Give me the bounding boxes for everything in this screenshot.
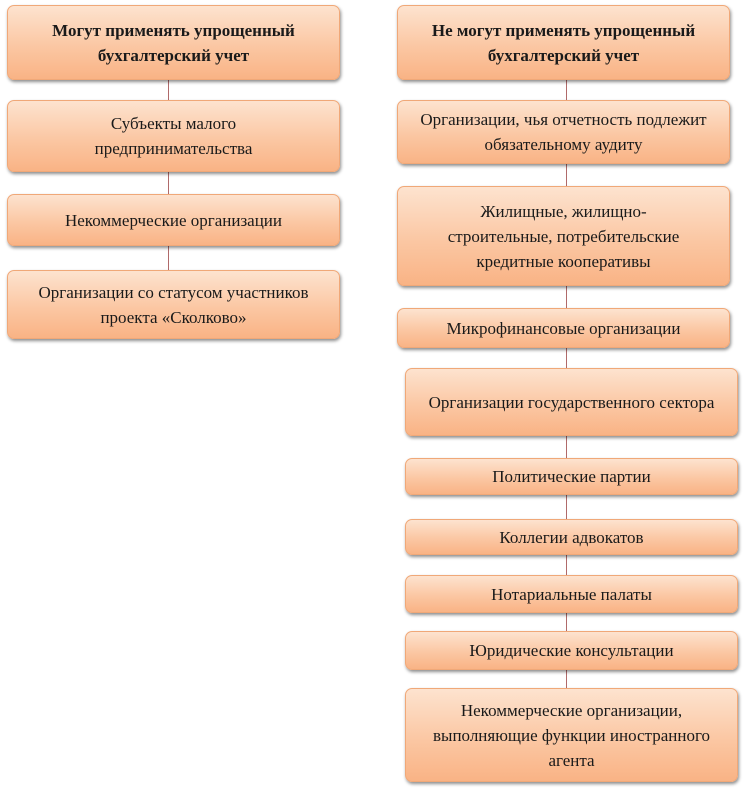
right-item-legal-consultations — [405, 631, 738, 670]
left-header-label: Могут применять упрощенный бухгалтерский учет — [52, 20, 295, 65]
left-item-skolkovo — [7, 270, 340, 339]
right-item-label: Нотариальные палаты — [491, 584, 652, 604]
right-item-label: Юридические консультации — [469, 641, 674, 660]
left-item-nonprofit — [7, 194, 340, 246]
connector-line — [566, 670, 567, 688]
right-item-microfinance — [397, 308, 730, 348]
right-item-label: Микрофинансовые организации — [446, 318, 681, 338]
right-item-label: Организации государственного сектора — [428, 392, 715, 412]
right-item-foreign-agent — [405, 688, 738, 782]
right-header-label: Не могут применять упрощенный бухгалтерский учет — [431, 20, 696, 65]
right-item-audit — [397, 100, 730, 164]
connector-line — [566, 164, 567, 186]
left-item-label: Субъекты малого предпринимательства — [94, 114, 253, 158]
connector-line — [566, 613, 567, 631]
right-item-public-sector — [405, 368, 738, 436]
right-item-label: Политические партии — [492, 467, 651, 486]
left-item-label: Некоммерческие организации — [64, 210, 282, 230]
left-item-small-business — [7, 100, 340, 172]
connector-line — [566, 348, 567, 368]
left-header-box — [7, 5, 340, 80]
right-item-label: Организации, чья отчетность подлежит обязательному аудиту — [420, 110, 707, 154]
right-header-box — [397, 5, 730, 80]
connector-line — [566, 286, 567, 308]
connector-line — [566, 436, 567, 458]
right-item-label: Жилищные, жилищно-строительные, потребительские кредитные кооперативы — [447, 201, 680, 271]
connector-line — [566, 495, 567, 519]
right-item-label: Некоммерческие организации, выполняющие функции иностранного агента — [433, 700, 710, 770]
connector-line — [168, 172, 169, 194]
right-item-bar-associations — [405, 519, 738, 555]
right-item-political-parties — [405, 458, 738, 495]
connector-line — [566, 555, 567, 575]
right-item-cooperatives — [397, 186, 730, 286]
connector-line — [168, 246, 169, 270]
connector-line — [566, 80, 567, 100]
left-item-label: Организации со статусом участников проекта «Сколково» — [38, 282, 309, 327]
right-item-notary-chambers — [405, 575, 738, 613]
right-item-label: Коллегии адвокатов — [499, 527, 644, 547]
connector-line — [168, 80, 169, 100]
